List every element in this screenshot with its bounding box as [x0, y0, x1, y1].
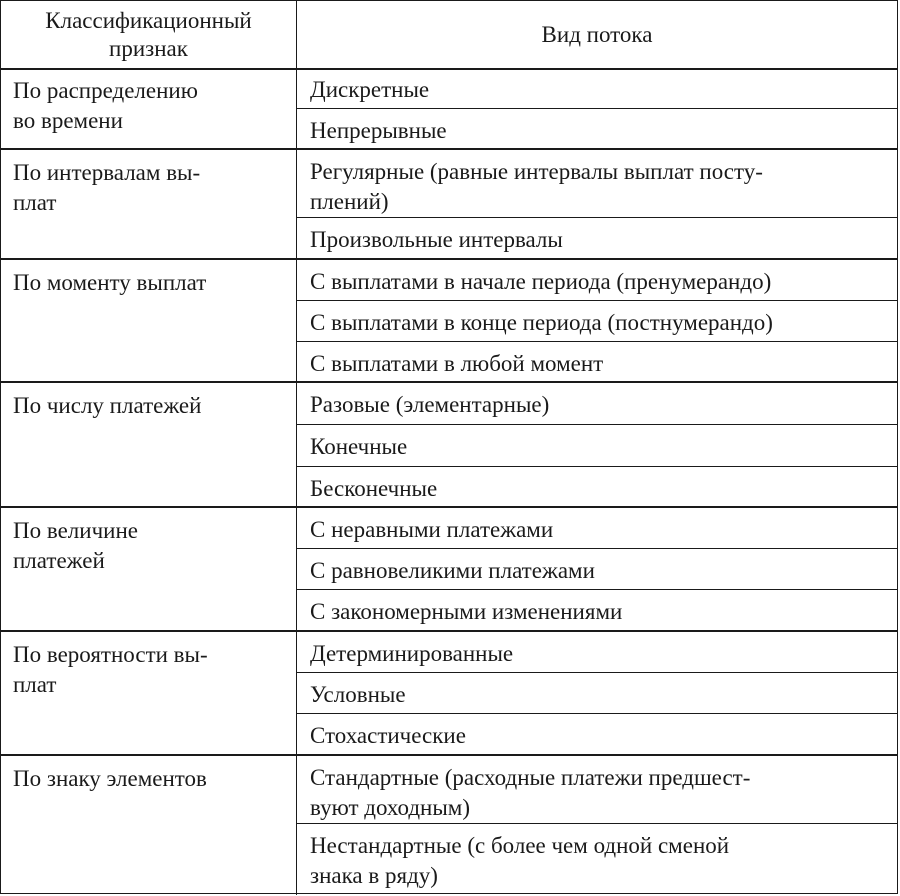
group-label: По величине платежей: [1, 508, 297, 630]
flow-type-cell: Конечные: [297, 425, 897, 467]
flow-type-cell: С выплатами в конце периода (постнумерандо): [297, 301, 897, 342]
table-header: [1, 1, 897, 70]
flow-type-cell: С равновеликими платежами: [297, 549, 897, 590]
flow-type-cell: Условные: [297, 673, 897, 714]
group-label: По распределению во времени: [1, 68, 297, 148]
flow-type-cell: Дискретные: [297, 68, 897, 109]
header-flow-type: Вид потока: [541, 21, 653, 47]
flow-type-cell: Непрерывные: [310, 118, 447, 143]
table-row-group: [1, 383, 897, 508]
group-label: По вероятности вы- плат: [1, 632, 297, 754]
flow-type-cell: Нестандартные (с более чем одной сменой знака в ряду): [310, 833, 730, 888]
header-classification-feature: Классификационный признак: [1, 1, 297, 68]
flow-type-cell: Регулярные (равные интервалы выплат посту- плений): [297, 150, 897, 218]
group-label: По интервалам вы- плат: [1, 150, 297, 258]
flow-type-cell: Разовые (элементарные): [297, 383, 897, 425]
flow-type-cell: С выплатами в любой момент: [310, 351, 604, 376]
group-label: По знаку элементов: [1, 756, 297, 895]
table-row-group: [1, 632, 897, 756]
flow-type-cell: Произвольные интервалы: [310, 227, 563, 252]
flow-type-cell: С выплатами в начале периода (пренумерандо): [297, 260, 897, 301]
table-row-group: [1, 150, 897, 260]
table-row-group: [1, 508, 897, 632]
table-row-group: [1, 756, 897, 895]
flow-type-cell: Детерминированные: [297, 632, 897, 673]
flow-type-cell: С неравными платежами: [297, 508, 897, 549]
group-label: По моменту выплат: [1, 260, 297, 381]
flow-type-cell: Стандартные (расходные платежи предшест- вуют доходным): [297, 756, 897, 824]
flow-type-cell: С закономерными изменениями: [310, 599, 623, 624]
table-row-group: [1, 68, 897, 150]
table-row-group: [1, 260, 897, 383]
flow-type-cell: Стохастические: [310, 723, 466, 748]
flow-type-cell: Бесконечные: [310, 476, 438, 501]
group-label: По числу платежей: [1, 383, 297, 506]
